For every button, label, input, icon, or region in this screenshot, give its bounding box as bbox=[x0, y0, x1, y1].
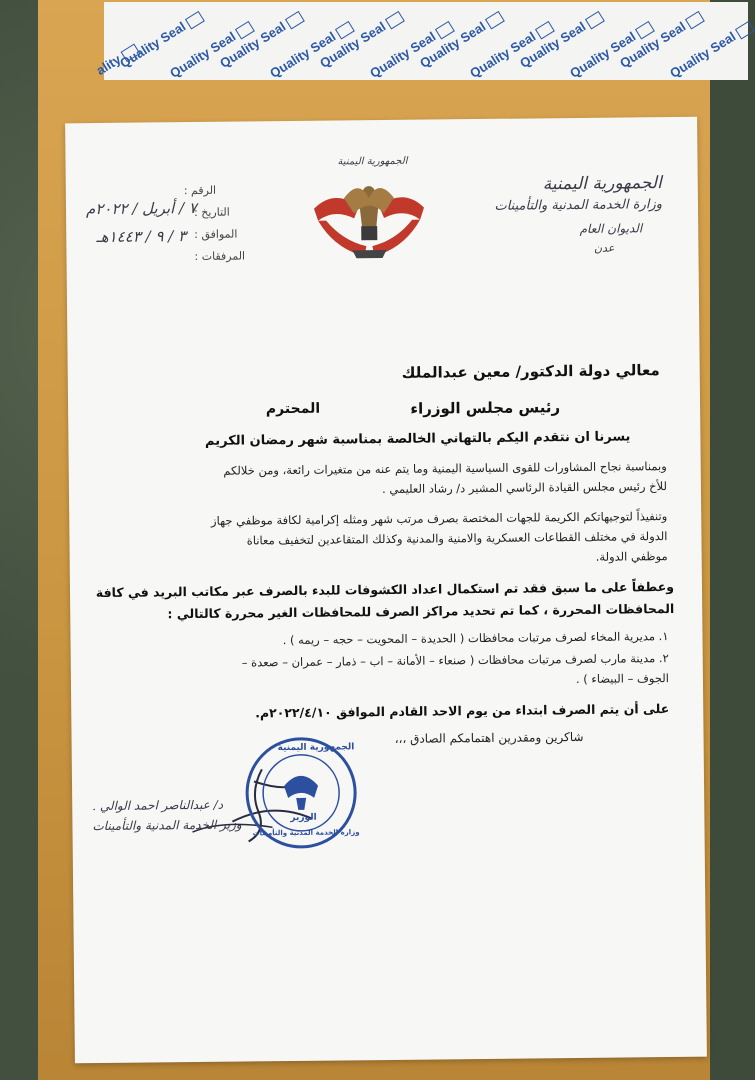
reference-date-label: التاريخ : bbox=[193, 205, 230, 219]
seal-text: Quality Seal bbox=[667, 18, 755, 81]
paragraph-3-line-2: المحافظات المحررة ، كما تم تحديد مراكز الصرف للمحافظات الغير محررة كالتالي : bbox=[167, 600, 675, 622]
paragraph-2-line-3: موظفي الدولة. bbox=[595, 549, 668, 564]
paragraph-2-line-2: الدولة في مختلف القطاعات العسكرية والامنية والمدنية وكذلك المتقاعدين لتخفيف معاناة bbox=[246, 529, 668, 548]
reference-corresponding-value: ٣ / ٩ / ١٤٤٣هـ bbox=[96, 227, 187, 247]
stamp-bottom-text: وزارة الخدمة المدنية والتأمينات bbox=[252, 828, 360, 838]
seal-text: Quality Seal bbox=[617, 8, 705, 71]
letter-page bbox=[65, 117, 707, 1064]
seal-text: Quality Seal bbox=[567, 18, 655, 81]
yemen-emblem-icon bbox=[303, 155, 434, 266]
reference-attachments-label: المرفقات : bbox=[194, 249, 246, 263]
seal-text: Quality Seal bbox=[517, 8, 605, 71]
paragraph-3-line-1: وعطفاً على ما سبق فقد تم استكمال اعداد الكشوفات للبدء بالصرف عبر مكاتب البريد في كافة bbox=[95, 578, 675, 601]
list-item-2-line-1: ٢. مدينة مارب لصرف مرتبات محافظات ( صنعاء – الأمانة – اب – ذمار – عمران – صعدة – bbox=[241, 651, 669, 670]
seal-text: Quality Seal bbox=[467, 18, 555, 81]
reference-number-label: الرقم : bbox=[183, 183, 217, 198]
list-item-1: ١. مديرية المخاء لصرف مرتبات محافظات ( الحديدة – المحويت – حجه – ريمه ) . bbox=[282, 629, 669, 648]
seal-text: Quality Seal bbox=[317, 8, 405, 71]
seal-text-partial: ality bbox=[94, 41, 141, 78]
emblem-caption: الجمهورية اليمنية bbox=[337, 155, 408, 168]
letterhead-ministry: وزارة الخدمة المدنية والتأمينات bbox=[494, 197, 663, 214]
reference-corresponding-label: الموافق : bbox=[194, 227, 238, 241]
seal-text: Quality Seal bbox=[417, 8, 505, 71]
quality-seal-strip bbox=[93, 2, 748, 81]
stamp-top-text: الجمهورية اليمنية bbox=[277, 742, 355, 754]
reference-date-value: ٧ / أبريل / ٢٠٢٢م bbox=[85, 198, 198, 219]
start-date-paragraph: على أن يتم الصرف ابتداء من يوم الاحد القادم الموافق ٢٠٢٢/٤/١٠م. bbox=[255, 701, 670, 721]
letterhead-country: الجمهورية اليمنية bbox=[542, 173, 662, 195]
seal-text: Quality Seal bbox=[367, 18, 455, 81]
addressee-honorific: المحترم bbox=[265, 400, 321, 418]
list-item-2-line-2: الجوف – البيضاء ) . bbox=[575, 671, 670, 687]
paragraph-2-line-1: وتنفيذاً لتوجيهاتكم الكريمة للجهات المختصة بصرف مرتب شهر ومثله إكرامية لكافة موظفي جهاز bbox=[210, 509, 668, 528]
signatory-title: وزير الخدمة المدنية والتأمينات bbox=[92, 817, 242, 834]
stamp-middle-text: الوزير bbox=[290, 812, 317, 824]
letterhead-city: عدن bbox=[593, 241, 615, 255]
closing-paragraph: شاكرين ومقدرين اهتمامكم الصادق ،،، bbox=[394, 729, 584, 746]
seal-text: Quality Seal bbox=[217, 8, 305, 71]
paragraph-1-line-1: وبمناسبة نجاح المشاورات للقوى السياسية اليمنية وما يتم عنه من متغيرات رائعة، ومن خلالكم bbox=[223, 459, 667, 478]
addressee-line2: رئيس مجلس الوزراء bbox=[410, 398, 561, 418]
letterhead-office: الديوان العام bbox=[579, 221, 643, 236]
seal-text: Quality Seal bbox=[267, 18, 355, 81]
addressee-line1: معالي دولة الدكتور/ معين عبدالملك bbox=[401, 361, 660, 382]
seal-text: Quality Seal bbox=[167, 18, 255, 81]
signatory-name: د/ عبدالناصر احمد الوالي . bbox=[92, 797, 224, 814]
paragraph-1-line-2: للأخ رئيس مجلس القيادة الرئاسي المشير د/ رشاد العليمي . bbox=[381, 479, 668, 497]
seal-text: Quality Seal bbox=[117, 8, 205, 71]
letterhead bbox=[494, 173, 663, 255]
greeting-paragraph: يسرنا ان نتقدم اليكم بالتهاني الخالصة بمناسبة شهر رمضان الكريم bbox=[204, 429, 631, 449]
